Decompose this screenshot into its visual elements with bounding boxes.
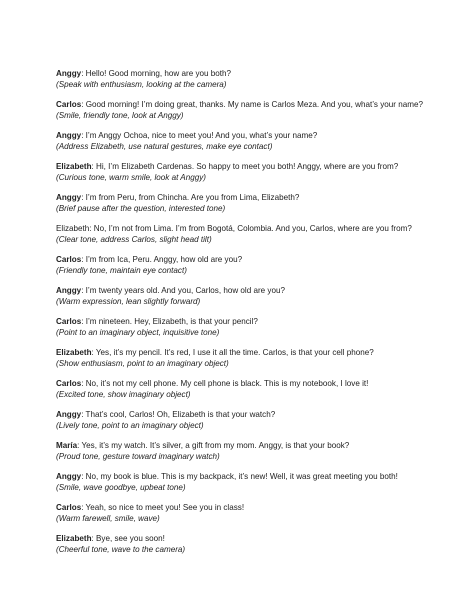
dialogue-line: [56, 131, 456, 142]
line-text: : Yes, it’s my pencil. It’s red, I use it all the time. Carlos, is that your cell phone?: [91, 347, 374, 357]
line-text: : I’m from Peru, from Chincha. Are you from Lima, Elizabeth?: [81, 192, 300, 202]
dialogue-line: [56, 224, 456, 235]
dialogue-line: [56, 100, 456, 111]
script-page: [56, 69, 456, 565]
dialogue-turn: [56, 348, 456, 370]
speaker-name: Anggy: [56, 471, 82, 481]
line-text: : Yes, it’s my watch. It’s silver, a gift from my mom. Anggy, is that your book?: [77, 440, 350, 450]
line-text: : Hello! Good morning, how are you both?: [81, 69, 232, 78]
dialogue-line: [56, 348, 456, 359]
line-text: : I’m Anggy Ochoa, nice to meet you! And you, what’s your name?: [81, 130, 318, 140]
dialogue-line: [56, 410, 456, 421]
stage-direction: (Speak with enthusiasm, looking at the camera): [56, 79, 227, 89]
dialogue-turn: [56, 410, 456, 432]
line-text: : I’m twenty years old. And you, Carlos, how old are you?: [81, 285, 285, 295]
dialogue-line: [56, 162, 456, 173]
dialogue-turn: [56, 286, 456, 308]
speaker-name: Anggy: [56, 69, 82, 78]
stage-direction: (Smile, wave goodbye, upbeat tone): [56, 482, 186, 492]
line-text: : No, my book is blue. This is my backpack, it’s new! Well, it was great meeting you both!: [81, 471, 398, 481]
dialogue-turn: [56, 472, 456, 494]
dialogue-turn: [56, 503, 456, 525]
stage-direction: (Lively tone, point to an imaginary object): [56, 420, 204, 430]
speaker-name: María: [56, 440, 78, 450]
line-text: : Hi, I’m Elizabeth Cardenas. So happy to meet you both! Anggy, where are you from?: [91, 161, 399, 171]
speaker-name: Elizabeth: [56, 161, 92, 171]
stage-direction: (Address Elizabeth, use natural gestures, make eye contact): [56, 141, 273, 151]
line-text: Elizabeth: No, I’m not from Lima. I’m from Bogotá, Colombia. And you, Carlos, where are you from?: [56, 223, 412, 233]
speaker-name: Carlos: [56, 316, 82, 326]
line-text: : No, it’s not my cell phone. My cell phone is black. This is my notebook, I love it!: [81, 378, 369, 388]
dialogue-turn: [56, 131, 456, 153]
speaker-name: Anggy: [56, 285, 82, 295]
dialogue-turn: [56, 255, 456, 277]
dialogue-turn: [56, 69, 456, 91]
speaker-name: Carlos: [56, 378, 82, 388]
dialogue-turn: [56, 224, 456, 246]
stage-direction: (Friendly tone, maintain eye contact): [56, 265, 187, 275]
dialogue-turn: [56, 534, 456, 556]
dialogue-line: [56, 534, 456, 545]
stage-direction: (Point to an imaginary object, inquisitive tone): [56, 327, 220, 337]
dialogue-turn: [56, 100, 456, 122]
line-text: : Good morning! I’m doing great, thanks. My name is Carlos Meza. And you, what’s your name?: [81, 99, 423, 109]
dialogue-line: [56, 193, 456, 204]
dialogue-line: [56, 286, 456, 297]
dialogue-line: [56, 255, 456, 266]
dialogue-turn: [56, 162, 456, 184]
dialogue-line: [56, 69, 456, 80]
speaker-name: Elizabeth: [56, 533, 92, 543]
line-text: : Bye, see you soon!: [91, 533, 165, 543]
dialogue-turn: [56, 441, 456, 463]
speaker-name: Carlos: [56, 99, 82, 109]
dialogue-turn: [56, 193, 456, 215]
stage-direction: (Proud tone, gesture toward imaginary watch): [56, 451, 220, 461]
stage-direction: (Show enthusiasm, point to an imaginary object): [56, 358, 229, 368]
dialogue-line: [56, 441, 456, 452]
stage-direction: (Cheerful tone, wave to the camera): [56, 544, 186, 554]
line-text: : Yeah, so nice to meet you! See you in class!: [81, 502, 245, 512]
line-text: : I’m nineteen. Hey, Elizabeth, is that your pencil?: [81, 316, 258, 326]
line-text: : That’s cool, Carlos! Oh, Elizabeth is that your watch?: [81, 409, 276, 419]
dialogue-line: [56, 317, 456, 328]
speaker-name: Anggy: [56, 192, 82, 202]
stage-direction: (Smile, friendly tone, look at Anggy): [56, 110, 184, 120]
dialogue-line: [56, 472, 456, 483]
stage-direction: (Warm farewell, smile, wave): [56, 513, 160, 523]
speaker-name: Anggy: [56, 130, 82, 140]
speaker-name: Carlos: [56, 254, 82, 264]
dialogue-line: [56, 503, 456, 514]
speaker-name: Anggy: [56, 409, 82, 419]
stage-direction: (Excited tone, show imaginary object): [56, 389, 191, 399]
speaker-name: Elizabeth: [56, 347, 92, 357]
stage-direction: (Curious tone, warm smile, look at Anggy): [56, 172, 206, 182]
dialogue-turn: [56, 379, 456, 401]
line-text: : I’m from Ica, Peru. Anggy, how old are you?: [81, 254, 243, 264]
stage-direction: (Brief pause after the question, interested tone): [56, 203, 226, 213]
dialogue-turn: [56, 317, 456, 339]
dialogue-line: [56, 379, 456, 390]
stage-direction: (Clear tone, address Carlos, slight head tilt): [56, 234, 212, 244]
stage-direction: (Warm expression, lean slightly forward): [56, 296, 201, 306]
speaker-name: Carlos: [56, 502, 82, 512]
